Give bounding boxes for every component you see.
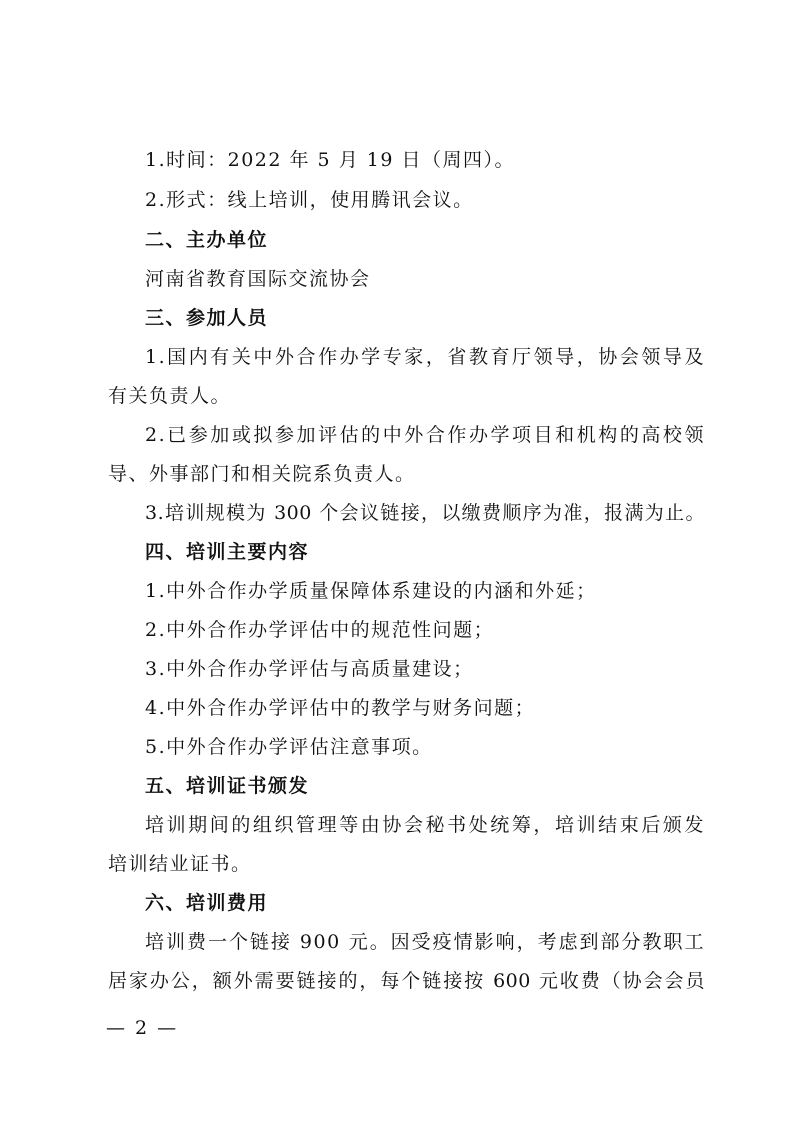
fee-line-2: 居家办公，额外需要链接的，每个链接按 600 元收费（协会会员	[108, 970, 705, 992]
content-item-4: 4.中外合作办学评估中的教学与财务问题；	[145, 697, 536, 719]
time-line: 1.时间：2022 年 5 月 19 日（周四）。	[145, 149, 515, 171]
section-heading-participants: 三、参加人员	[145, 307, 269, 329]
fee-line-1: 培训费一个链接 900 元。因受疫情影响，考虑到部分教职工	[145, 931, 705, 953]
page-number: — 2 —	[106, 1017, 179, 1039]
content-item-3: 3.中外合作办学评估与高质量建设；	[145, 658, 474, 680]
participants-item-3: 3.培训规模为 300 个会议链接，以缴费顺序为准，报满为止。	[145, 502, 705, 524]
participants-item-2-line-1: 2.已参加或拟参加评估的中外合作办学项目和机构的高校领	[145, 424, 705, 446]
section-heading-fee: 六、培训费用	[145, 892, 269, 914]
organizer-line: 河南省教育国际交流协会	[145, 268, 371, 290]
section-heading-content: 四、培训主要内容	[145, 541, 310, 563]
section-heading-organizer: 二、主办单位	[145, 229, 269, 251]
participants-item-1-line-1: 1.国内有关中外合作办学专家，省教育厅领导，协会领导及	[145, 346, 705, 368]
participants-item-2-line-2: 导、外事部门和相关院系负责人。	[108, 463, 416, 485]
content-item-1: 1.中外合作办学质量保障体系建设的内涵和外延；	[145, 580, 597, 602]
participants-item-1-line-2: 有关负责人。	[108, 385, 232, 407]
section-heading-certificate: 五、培训证书颁发	[145, 775, 310, 797]
certificate-line-2: 培训结业证书。	[108, 853, 252, 875]
certificate-line-1: 培训期间的组织管理等由协会秘书处统筹，培训结束后颁发	[145, 814, 705, 836]
format-line: 2.形式：线上培训，使用腾讯会议。	[145, 189, 474, 211]
content-item-5: 5.中外合作办学评估注意事项。	[145, 736, 433, 758]
content-item-2: 2.中外合作办学评估中的规范性问题；	[145, 619, 495, 641]
